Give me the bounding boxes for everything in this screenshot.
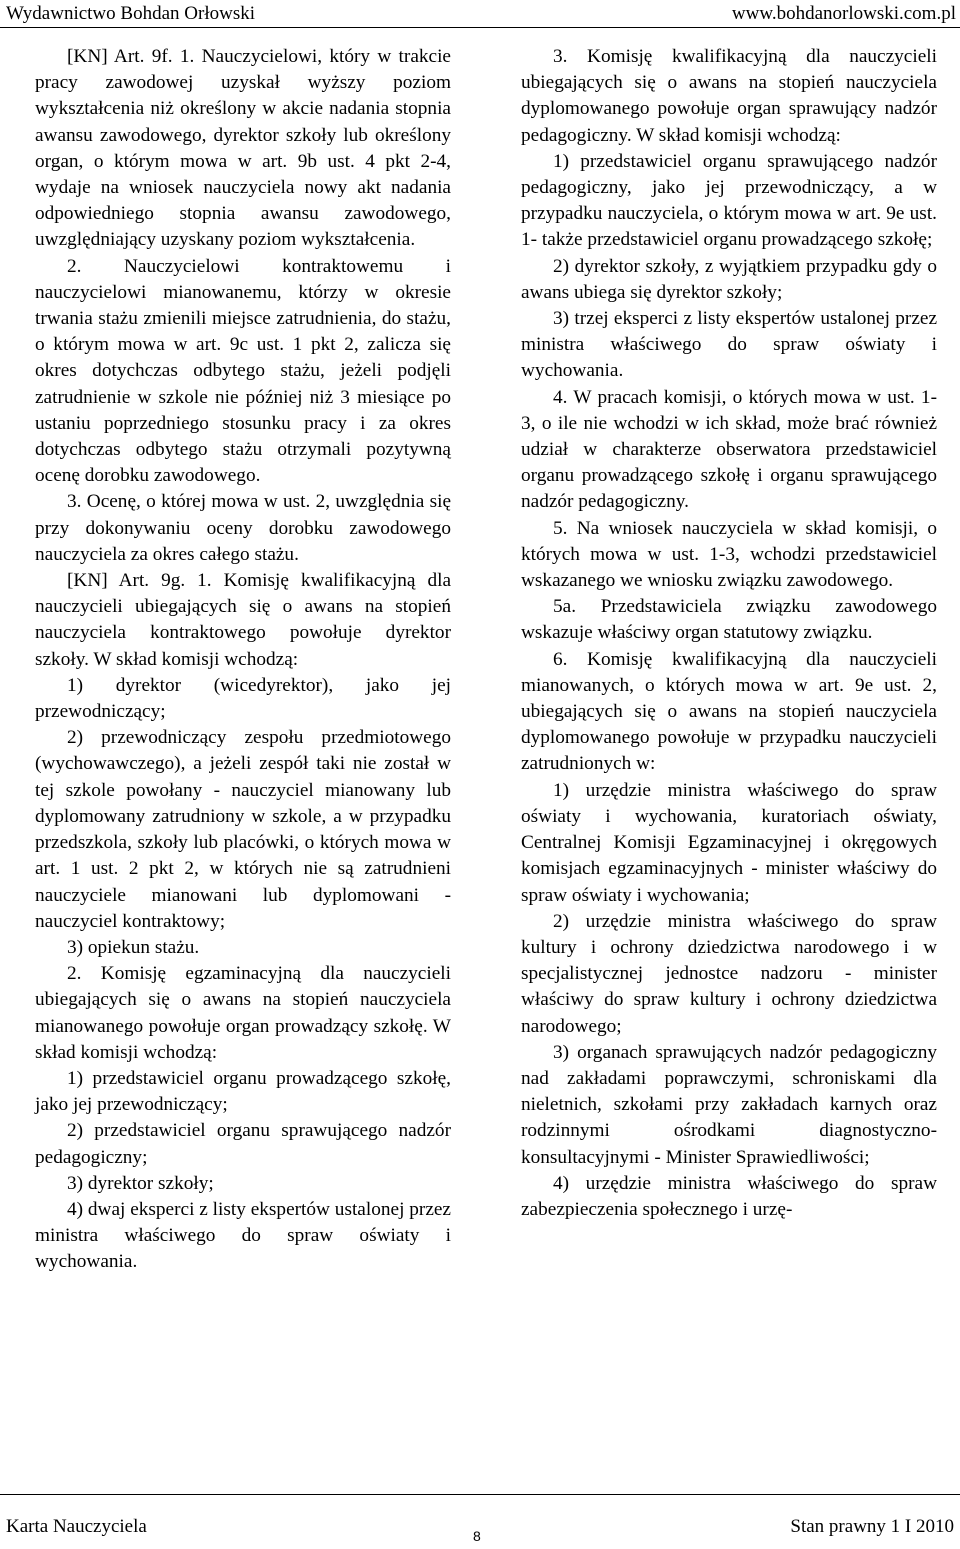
page-header xyxy=(0,0,960,28)
paragraph: 2) przedstawiciel organu sprawującego nadzór pedagogiczny; xyxy=(35,1120,451,1168)
paragraph: 5a. Przedstawiciela związku zawodowego wskazuje właściwy organ statutowy związku. xyxy=(521,596,937,644)
paragraph: 2. Komisję egzaminacyjną dla nauczycieli ubiegających się o awans na stopień nauczyciela mianowanego powołuje organ prowadzący szkołę. W skład komisji wchodzą: xyxy=(35,963,451,1063)
paragraph: 2) dyrektor szkoły, z wyjątkiem przypadku gdy o awans ubiega się dyrektor szkoły; xyxy=(521,255,937,303)
left-text-column xyxy=(35,44,451,1276)
paragraph: 3. Komisję kwalifikacyjną dla nauczycieli ubiegających się o awans na stopień nauczyciela dyplomowanego powołuje organ sprawujący nadzór pedagogiczny. W skład komisji wchodzą: xyxy=(521,46,937,146)
paragraph: 1) urzędzie ministra właściwego do spraw oświaty i wychowania, kuratoriach oświaty, Centralnej Komisji Egzaminacyjnej i okręgowych komisjach egzaminacyjnych - minister właściwy do spraw oświaty i wychowania; xyxy=(521,779,937,906)
paragraph: [KN] Art. 9g. 1. Komisję kwalifikacyjną dla nauczycieli ubiegających się o awans na stopień nauczyciela kontraktowego powołuje dyrektor szkoły. W skład komisji wchodzą: xyxy=(35,570,451,670)
paragraph: 1) przedstawiciel organu sprawującego nadzór pedagogiczny, jako jej przewodniczący, a w przypadku nauczyciela, o którym mowa w art. 9e ust. 1- także przedstawiciel organu prowadzącego szkołę; xyxy=(521,150,937,251)
paragraph: 1) dyrektor (wicedyrektor), jako jej przewodniczący; xyxy=(35,674,451,723)
paragraph: 4) urzędzie ministra właściwego do spraw zabezpieczenia społecznego i urzę- xyxy=(521,1172,937,1220)
paragraph: 3) organach sprawujących nadzór pedagogiczny nad zakładami poprawczymi, schroniskami dla nieletnich, szkołami przy zakładach karnych oraz rodzinnymi ośrodkami diagnostyczno-konsultacyjnymi - Minister Sprawiedliwości; xyxy=(521,1041,937,1168)
footer-rule xyxy=(0,1494,960,1495)
paragraph: 2) przewodniczący zespołu przedmiotowego (wychowawczego), a jeżeli zespół taki nie został w tej szkole powołany - nauczyciel mianowany lub dyplomowany zatrudniony w szkole, a w przypadku przedszkola, szkoły lub placówki, o których mowa w art. 1 ust. 2 pkt 2, w których nie są zatrudnieni nauczyciele mianowani lub dyplomowani - nauczyciel kontraktowy; xyxy=(35,727,451,932)
right-text-column xyxy=(521,44,937,1223)
paragraph: 6. Komisję kwalifikacyjną dla nauczycieli mianowanych, o których mowa w art. 9e ust. 2, ubiegających się o awans na stopień nauczyciela dyplomowanego powołuje w przypadku nauczycieli zatrudnionych w: xyxy=(521,648,937,775)
document-title: Karta Nauczyciela xyxy=(6,1516,147,1537)
paragraph: 5. Na wniosek nauczyciela w skład komisji, o których mowa w ust. 1-3, wchodzi przedstawiciel wskazanego we wniosku związku zawodowego. xyxy=(521,517,937,592)
publisher-name: Wydawnictwo Bohdan Orłowski xyxy=(6,3,255,24)
publisher-website: www.bohdanorlowski.com.pl xyxy=(731,3,956,24)
page-number: 8 xyxy=(473,1528,481,1544)
paragraph: 2) urzędzie ministra właściwego do spraw kultury i ochrony dziedzictwa narodowego i w specjalistycznej jednostce nadzoru - minister właściwy do spraw kultury i ochrony dziedzictwa narodowego; xyxy=(521,910,937,1037)
paragraph: [KN] Art. 9f. 1. Nauczycielowi, który w trakcie pracy zawodowej uzyskał wyższy poziom wykształcenia niż określony w akcie nadania stopnia awansu zawodowego, dyrektor szkoły lub określony organ, o którym mowa w art. 9b ust. 4 pkt 2-4, wydaje na wniosek nauczyciela nowy akt nadania odpowiedniego stopnia awansu zawodowego, uwzględniający uzyskany poziom wykształcenia. xyxy=(35,46,451,251)
paragraph: 4. W pracach komisji, o których mowa w ust. 1-3, o ile nie wchodzi w ich skład, może brać również udział w charakterze obserwatora przedstawiciel organu prowadzącego szkołę i organu sprawującego nadzór pedagogiczny. xyxy=(521,386,937,513)
paragraph: 1) przedstawiciel organu prowadzącego szkołę, jako jej przewodniczący; xyxy=(35,1067,451,1116)
legal-status: Stan prawny 1 I 2010 xyxy=(790,1516,954,1537)
paragraph: 2. Nauczycielowi kontraktowemu i nauczycielowi mianowanemu, którzy w okresie trwania stażu zmienili miejsce zatrudnienia, do stażu, o którym mowa w art. 9c ust. 1 pkt 2, zalicza się okres dotychczas odbytego stażu, jeżeli podjęli zatrudnienie w szkole nie później niż 3 miesiące po ustaniu poprzedniego stosunku pracy i za okres dotychczas odbytego stażu otrzymali pozytywną ocenę dorobku zawodowego. xyxy=(35,255,451,487)
paragraph: 3) trzej eksperci z listy ekspertów ustalonej przez ministra właściwego do spraw oświaty i wychowania. xyxy=(521,308,937,382)
paragraph: 3) opiekun stażu. xyxy=(67,936,200,958)
paragraph: 3) dyrektor szkoły; xyxy=(67,1172,214,1194)
header-rule xyxy=(0,27,960,28)
paragraph: 3. Ocenę, o której mowa w ust. 2, uwzględnia się przy dokonywaniu oceny dorobku zawodowego nauczyciela za okres całego stażu. xyxy=(35,491,451,565)
paragraph: 4) dwaj eksperci z listy ekspertów ustalonej przez ministra właściwego do spraw oświaty i wychowania. xyxy=(35,1198,451,1273)
